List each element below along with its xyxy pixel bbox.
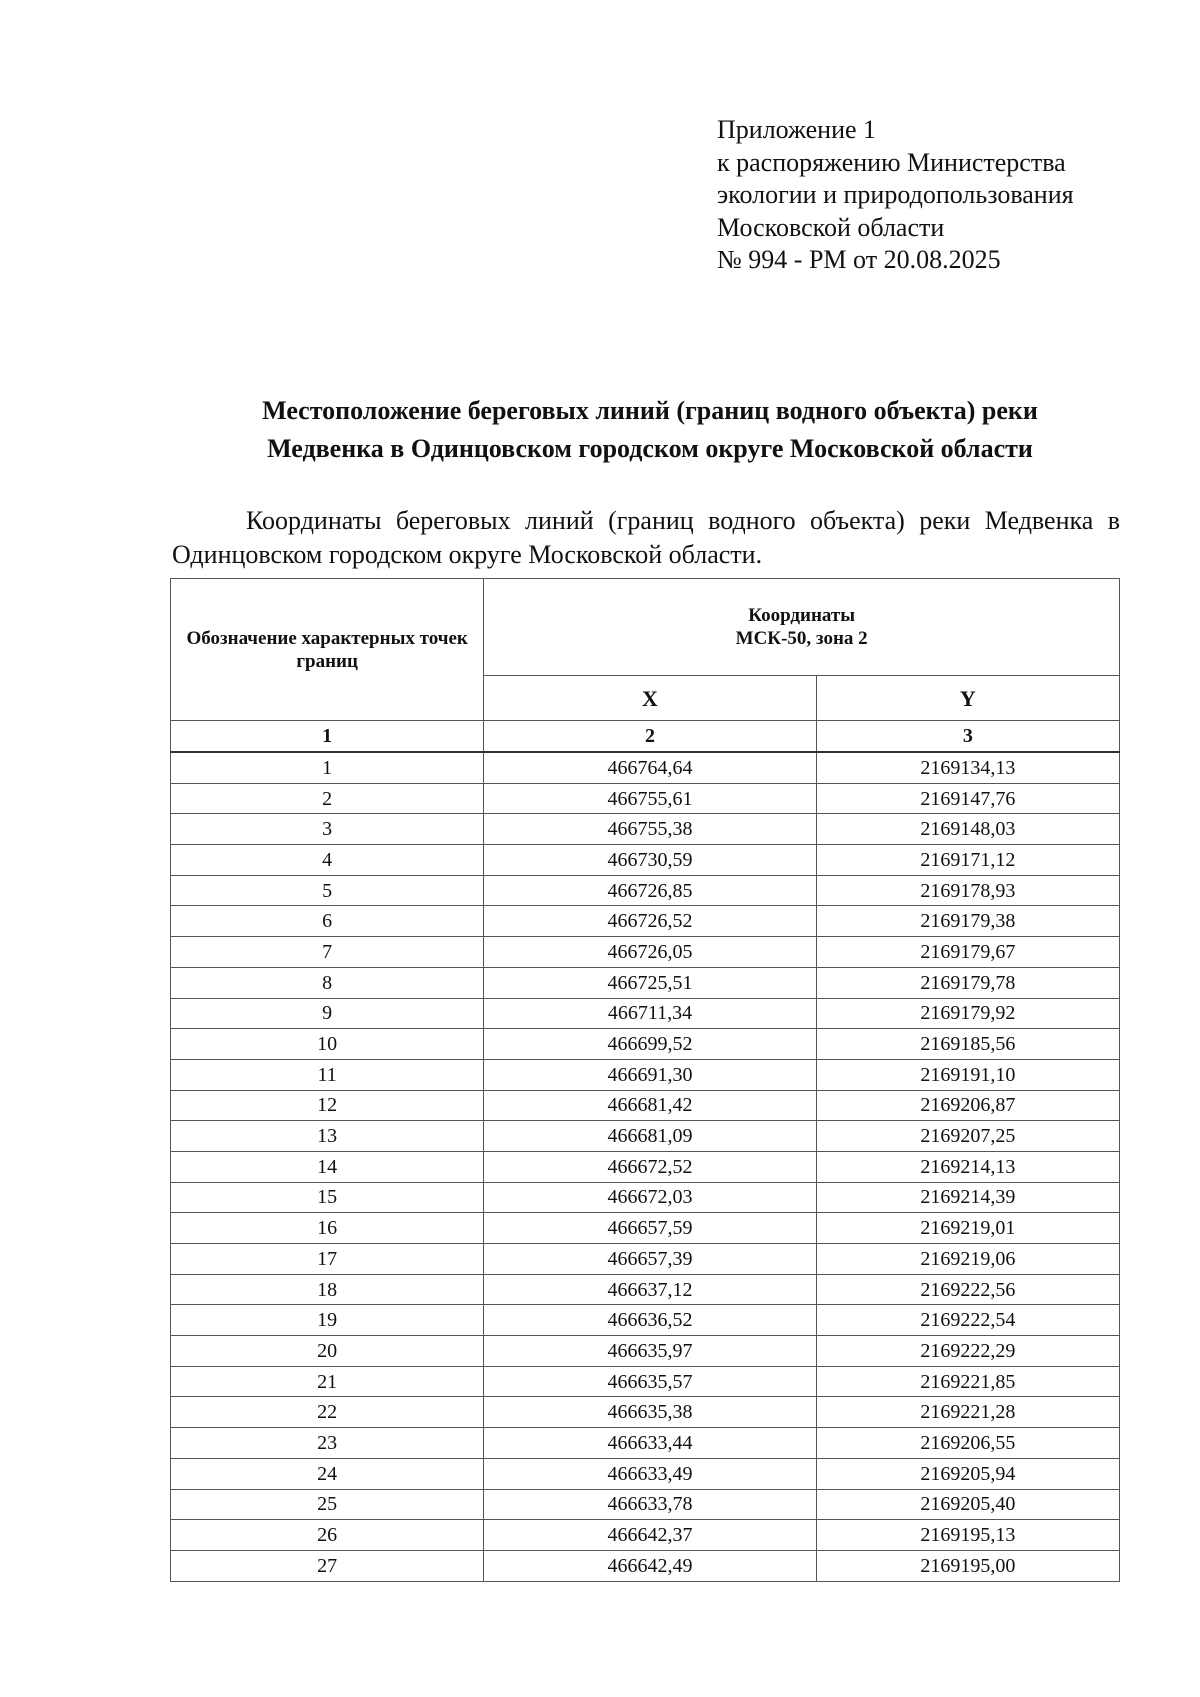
point-number-cell: 15 [171,1182,484,1213]
point-number-cell: 9 [171,998,484,1029]
point-number-cell: 22 [171,1397,484,1428]
table-row [171,1182,1120,1213]
y-coordinate-cell: 2169206,55 [816,1428,1119,1459]
coordinates-table [170,578,1120,1582]
x-coordinate-cell: 466633,78 [484,1489,816,1520]
x-coordinate-cell: 466636,52 [484,1305,816,1336]
table-row [171,967,1120,998]
point-number-cell: 21 [171,1366,484,1397]
point-number-cell: 6 [171,906,484,937]
table-row [171,1428,1120,1459]
appendix-line: № 994 - РМ от 20.08.2025 [717,245,1001,274]
intro-paragraph: Координаты береговых линий (границ водного объекта) реки Медвенка в Одинцовском городском округе Московской области. [172,506,1120,569]
table-row [171,1366,1120,1397]
table-row [171,752,1120,783]
appendix-line: Приложение 1 [717,115,877,144]
document-title [100,392,1200,468]
x-coordinate-cell: 466657,39 [484,1244,816,1275]
column-number-2: 2 [484,721,816,753]
table-row [171,1520,1120,1551]
x-coordinate-cell: 466711,34 [484,998,816,1029]
x-coordinate-cell: 466672,52 [484,1151,816,1182]
x-coordinate-cell: 466633,49 [484,1458,816,1489]
x-coordinate-cell: 466635,38 [484,1397,816,1428]
y-coordinate-cell: 2169148,03 [816,814,1119,845]
point-number-cell: 23 [171,1428,484,1459]
title-line-1: Местоположение береговых линий (границ водного объекта) реки [262,396,1038,425]
y-coordinate-cell: 2169206,87 [816,1090,1119,1121]
table-row [171,1489,1120,1520]
x-coordinate-cell: 466764,64 [484,752,816,783]
point-number-cell: 10 [171,1029,484,1060]
y-coordinate-cell: 2169195,00 [816,1550,1119,1581]
x-coordinate-cell: 466681,42 [484,1090,816,1121]
point-number-cell: 5 [171,875,484,906]
table-row [171,998,1120,1029]
y-coordinate-cell: 2169205,40 [816,1489,1119,1520]
x-coordinate-cell: 466725,51 [484,967,816,998]
header-coordinates-line1: Координаты [748,605,856,626]
point-number-cell: 13 [171,1121,484,1152]
point-number-cell: 24 [171,1458,484,1489]
y-coordinate-cell: 2169221,85 [816,1366,1119,1397]
table-row [171,845,1120,876]
table-row [171,1059,1120,1090]
x-coordinate-cell: 466635,57 [484,1366,816,1397]
x-coordinate-cell: 466642,49 [484,1550,816,1581]
appendix-line: экологии и природопользования [717,180,1074,209]
table-row [171,1336,1120,1367]
table-row [171,1458,1120,1489]
y-coordinate-cell: 2169179,78 [816,967,1119,998]
table-row [171,1151,1120,1182]
y-coordinate-cell: 2169195,13 [816,1520,1119,1551]
x-coordinate-cell: 466672,03 [484,1182,816,1213]
y-coordinate-cell: 2169219,06 [816,1244,1119,1275]
point-number-cell: 20 [171,1336,484,1367]
point-number-cell: 3 [171,814,484,845]
point-number-cell: 8 [171,967,484,998]
x-coordinate-cell: 466633,44 [484,1428,816,1459]
x-coordinate-cell: 466755,38 [484,814,816,845]
point-number-cell: 14 [171,1151,484,1182]
y-coordinate-cell: 2169185,56 [816,1029,1119,1060]
y-coordinate-cell: 2169207,25 [816,1121,1119,1152]
header-x: X [484,676,816,721]
table-row [171,1090,1120,1121]
appendix-block [717,114,1074,277]
y-coordinate-cell: 2169205,94 [816,1458,1119,1489]
y-coordinate-cell: 2169178,93 [816,875,1119,906]
y-coordinate-cell: 2169222,56 [816,1274,1119,1305]
point-number-cell: 1 [171,752,484,783]
x-coordinate-cell: 466657,59 [484,1213,816,1244]
x-coordinate-cell: 466635,97 [484,1336,816,1367]
point-number-cell: 4 [171,845,484,876]
table-row [171,1397,1120,1428]
table-row [171,1029,1120,1060]
table-row [171,1244,1120,1275]
point-number-cell: 17 [171,1244,484,1275]
x-coordinate-cell: 466691,30 [484,1059,816,1090]
y-coordinate-cell: 2169134,13 [816,752,1119,783]
x-coordinate-cell: 466726,85 [484,875,816,906]
table-row [171,906,1120,937]
x-coordinate-cell: 466755,61 [484,783,816,814]
x-coordinate-cell: 466642,37 [484,1520,816,1551]
header-coordinates-line2: МСК-50, зона 2 [735,628,868,649]
y-coordinate-cell: 2169222,29 [816,1336,1119,1367]
y-coordinate-cell: 2169221,28 [816,1397,1119,1428]
x-coordinate-cell: 466730,59 [484,845,816,876]
y-coordinate-cell: 2169179,38 [816,906,1119,937]
y-coordinate-cell: 2169222,54 [816,1305,1119,1336]
y-coordinate-cell: 2169214,13 [816,1151,1119,1182]
table-row [171,1274,1120,1305]
point-number-cell: 26 [171,1520,484,1551]
column-number-1: 1 [171,721,484,753]
table-row [171,783,1120,814]
table-body [171,752,1120,1581]
x-coordinate-cell: 466699,52 [484,1029,816,1060]
title-line-2: Медвенка в Одинцовском городском округе Московской области [267,434,1033,463]
table-row [171,875,1120,906]
y-coordinate-cell: 2169214,39 [816,1182,1119,1213]
appendix-line: Московской области [717,212,945,242]
table-row [171,1121,1120,1152]
y-coordinate-cell: 2169179,67 [816,937,1119,968]
table-row [171,937,1120,968]
table-row [171,814,1120,845]
point-number-cell: 12 [171,1090,484,1121]
header-coordinates [484,579,1120,676]
point-number-cell: 19 [171,1305,484,1336]
point-number-cell: 2 [171,783,484,814]
x-coordinate-cell: 466726,05 [484,937,816,968]
point-number-cell: 16 [171,1213,484,1244]
point-number-cell: 27 [171,1550,484,1581]
appendix-line: к распоряжению Министерства [717,147,1066,177]
table-row [171,1213,1120,1244]
header-y: Y [816,676,1119,721]
x-coordinate-cell: 466726,52 [484,906,816,937]
y-coordinate-cell: 2169147,76 [816,783,1119,814]
point-number-cell: 25 [171,1489,484,1520]
header-points: Обозначение характерных точек границ [171,579,484,721]
point-number-cell: 7 [171,937,484,968]
y-coordinate-cell: 2169171,12 [816,845,1119,876]
table-row [171,1550,1120,1581]
y-coordinate-cell: 2169179,92 [816,998,1119,1029]
table-row [171,1305,1120,1336]
x-coordinate-cell: 466681,09 [484,1121,816,1152]
y-coordinate-cell: 2169191,10 [816,1059,1119,1090]
point-number-cell: 18 [171,1274,484,1305]
column-number-3: 3 [816,721,1119,753]
point-number-cell: 11 [171,1059,484,1090]
y-coordinate-cell: 2169219,01 [816,1213,1119,1244]
x-coordinate-cell: 466637,12 [484,1274,816,1305]
